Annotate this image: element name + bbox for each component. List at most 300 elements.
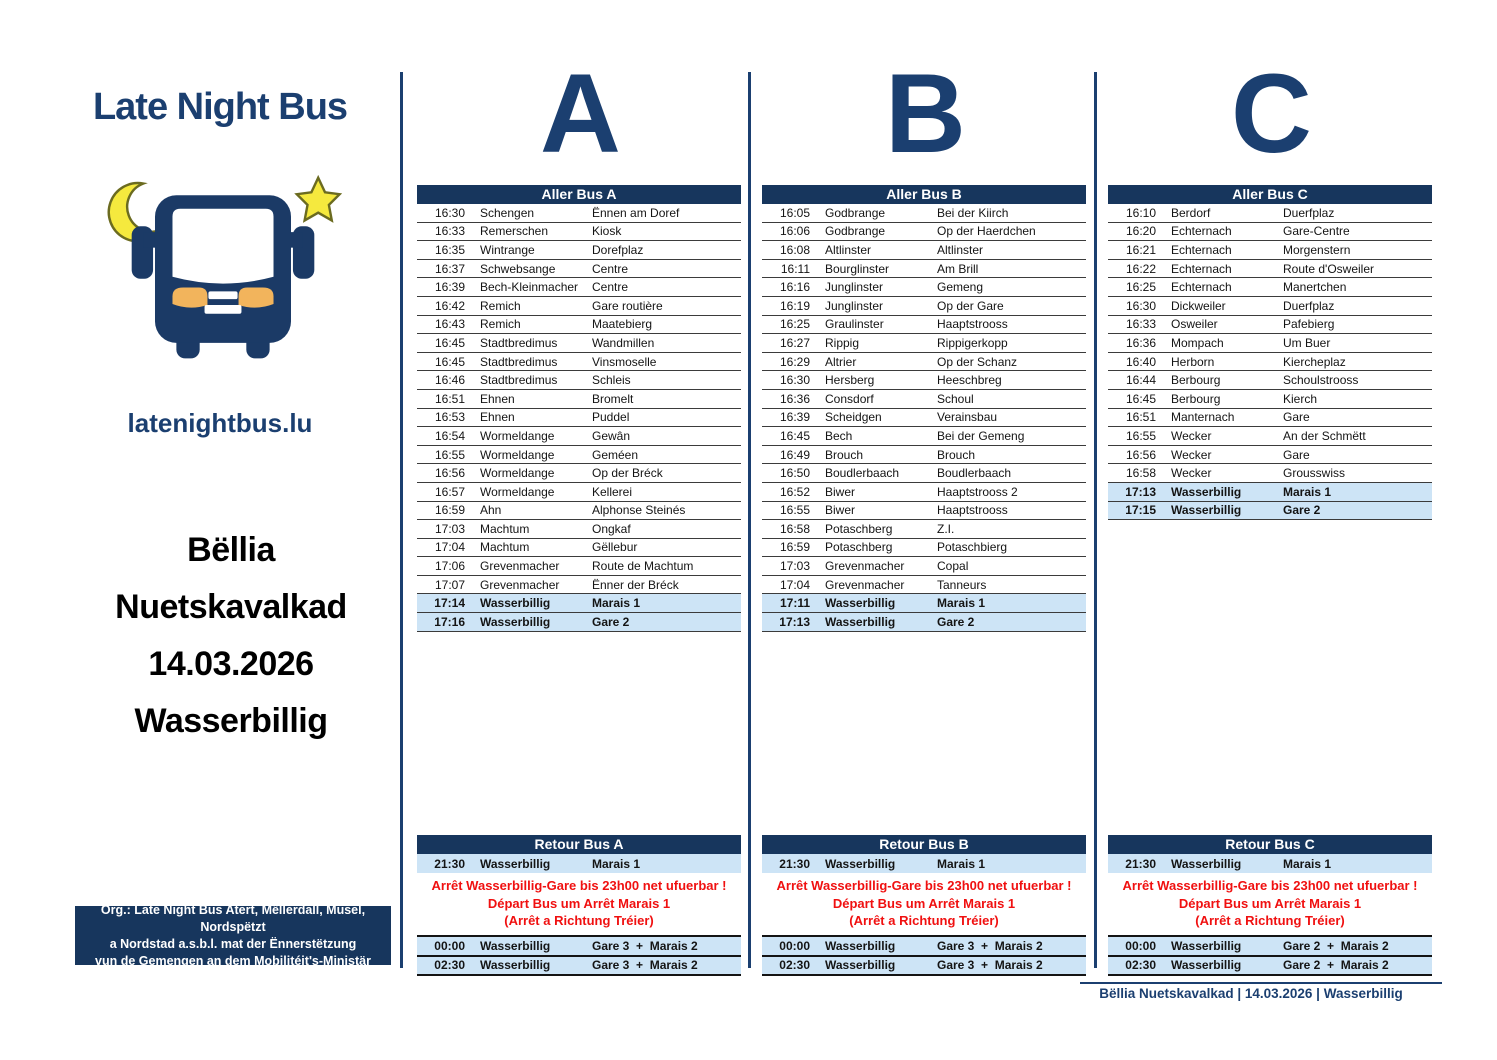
row-place: Rippig xyxy=(825,335,860,350)
row-stop: Op der Schanz xyxy=(937,354,1018,369)
row-stop: Haaptstrooss xyxy=(937,503,1008,518)
timetable-row xyxy=(762,297,1086,316)
row-stop: Gare xyxy=(1283,410,1310,425)
timetable-row xyxy=(417,371,741,390)
timetable-row xyxy=(1108,204,1432,223)
timetable-row xyxy=(762,557,1086,576)
row-time: 16:57 xyxy=(434,484,465,499)
bus-letter: B xyxy=(885,51,963,176)
timetable-row xyxy=(417,427,741,446)
row-stop: Wandmillen xyxy=(592,335,655,350)
row-stop: Marais 1 xyxy=(937,856,986,871)
row-place: Potaschberg xyxy=(825,540,893,555)
row-time: 16:45 xyxy=(434,335,465,350)
row-stop: Gemeng xyxy=(937,280,984,295)
row-place: Manternach xyxy=(1171,410,1235,425)
timetable-row xyxy=(417,613,741,632)
row-time: 00:00 xyxy=(1125,938,1156,953)
row-place: Altlinster xyxy=(825,242,872,257)
row-time: 17:16 xyxy=(434,614,465,629)
timetable-body xyxy=(1108,204,1432,520)
timetable-row xyxy=(1108,297,1432,316)
row-place: Wasserbillig xyxy=(1171,958,1242,973)
row-place: Wecker xyxy=(1171,447,1212,462)
timetable-row xyxy=(417,520,741,539)
row-time: 16:51 xyxy=(1125,410,1156,425)
row-place: Remerschen xyxy=(480,224,549,239)
timetable-row xyxy=(417,464,741,483)
row-stop: Manertchen xyxy=(1283,280,1347,295)
row-stop: Schoulstrooss xyxy=(1283,373,1359,388)
timetable-row xyxy=(762,278,1086,297)
row-place: Stadtbredimus xyxy=(480,373,558,388)
row-place: Osweiler xyxy=(1171,317,1218,332)
row-place: Bourglinster xyxy=(825,261,890,276)
row-time: 16:52 xyxy=(779,484,810,499)
timetable-row xyxy=(1108,955,1432,974)
timetable-row xyxy=(762,464,1086,483)
aller-table xyxy=(762,185,1086,632)
notice-line: Arrêt Wasserbillig-Gare bis 23h00 net ufuerbar ! xyxy=(1122,878,1418,893)
row-time: 16:56 xyxy=(434,466,465,481)
row-place: Wasserbillig xyxy=(480,938,551,953)
row-place: Bech-Kleinmacher xyxy=(480,280,579,295)
notice-line: Arrêt Wasserbillig-Gare bis 23h00 net ufuerbar ! xyxy=(776,878,1072,893)
row-place: Bech xyxy=(825,428,853,443)
row-time: 16:06 xyxy=(779,224,810,239)
row-stop: Rippigerkopp xyxy=(937,335,1008,350)
row-time: 16:33 xyxy=(434,224,465,239)
timetable-row xyxy=(1108,937,1432,956)
row-stop: Kellerei xyxy=(592,484,633,499)
row-stop: Morgenstern xyxy=(1283,242,1351,257)
timetable-row xyxy=(1108,260,1432,279)
row-stop: Geméen xyxy=(592,447,639,462)
row-stop: Z.I. xyxy=(937,521,955,536)
row-time: 16:30 xyxy=(434,205,465,220)
website-link[interactable]: latenightbus.lu xyxy=(127,408,313,438)
organizer-box xyxy=(75,902,391,968)
row-place: Wasserbillig xyxy=(480,614,551,629)
event-line: 14.03.2026 xyxy=(148,645,314,683)
row-stop: Gëllebur xyxy=(592,540,638,555)
row-time: 16:20 xyxy=(1125,224,1156,239)
row-time: 16:43 xyxy=(434,317,465,332)
timetable-row xyxy=(1108,278,1432,297)
column-divider xyxy=(400,72,403,968)
row-place: Machtum xyxy=(480,521,530,536)
row-time: 16:29 xyxy=(779,354,810,369)
row-stop: Brouch xyxy=(937,447,976,462)
timetable-row xyxy=(762,223,1086,242)
bus-icon xyxy=(96,168,350,372)
timetable-row xyxy=(762,427,1086,446)
row-stop: Kiercheplaz xyxy=(1283,354,1346,369)
timetable-row xyxy=(762,353,1086,372)
row-time: 16:36 xyxy=(779,391,810,406)
timetable-row xyxy=(762,260,1086,279)
row-time: 16:30 xyxy=(779,373,810,388)
retour-table xyxy=(417,835,741,976)
row-stop: An der Schmëtt xyxy=(1283,428,1366,443)
column-divider xyxy=(748,72,751,968)
row-stop: Haaptstrooss 2 xyxy=(937,484,1018,499)
row-stop: Gare 3 + Marais 2 xyxy=(937,938,1043,953)
row-time: 16:45 xyxy=(434,354,465,369)
timetable-row xyxy=(417,539,741,558)
event-line: Nuetskavalkad xyxy=(115,588,347,626)
row-place: Wormeldange xyxy=(480,484,555,499)
row-place: Wasserbillig xyxy=(825,596,896,611)
bus-body-icon xyxy=(132,195,315,358)
timetable-body xyxy=(417,204,741,632)
row-time: 16:19 xyxy=(779,298,810,313)
row-time: 16:37 xyxy=(434,261,465,276)
row-stop: Centre xyxy=(592,261,629,276)
row-place: Echternach xyxy=(1171,261,1232,276)
row-time: 17:11 xyxy=(779,596,810,611)
row-stop: Gewân xyxy=(592,428,631,443)
retour-table xyxy=(1108,835,1432,976)
row-place: Potaschberg xyxy=(825,521,893,536)
timetable-row xyxy=(1108,371,1432,390)
row-stop: Gare 2 + Marais 2 xyxy=(1283,958,1389,973)
timetable-row xyxy=(417,390,741,409)
notice-line: Départ Bus um Arrêt Marais 1 xyxy=(832,895,1016,911)
row-stop: Ongkaf xyxy=(592,521,631,536)
row-place: Wasserbillig xyxy=(825,856,896,871)
timetable-row xyxy=(762,613,1086,632)
row-time: 16:39 xyxy=(434,280,465,295)
row-place: Graulinster xyxy=(825,317,884,332)
timetable-row xyxy=(417,854,741,873)
row-time: 17:07 xyxy=(434,577,465,592)
row-stop: Marais 1 xyxy=(1283,856,1332,871)
row-stop: Boudlerbaach xyxy=(937,466,1012,481)
row-place: Berbourg xyxy=(1171,391,1221,406)
timetable-row xyxy=(762,854,1086,873)
row-time: 16:21 xyxy=(1125,242,1156,257)
row-place: Wasserbillig xyxy=(480,596,551,611)
row-stop: Gare 3 + Marais 2 xyxy=(592,958,698,973)
timetable-row xyxy=(762,241,1086,260)
bus-column-b xyxy=(762,0,1086,1000)
row-stop: Dorefplaz xyxy=(592,242,644,257)
timetable-row xyxy=(762,955,1086,974)
row-time: 16:59 xyxy=(434,503,465,518)
timetable-row xyxy=(762,446,1086,465)
notice-line: (Arrêt a Richtung Tréier) xyxy=(504,913,654,928)
row-stop: Tanneurs xyxy=(937,577,987,592)
row-time: 16:35 xyxy=(434,242,465,257)
row-place: Echternach xyxy=(1171,224,1232,239)
timetable-row xyxy=(1108,353,1432,372)
row-stop: Um Buer xyxy=(1283,335,1331,350)
notice-line: Départ Bus um Arrêt Marais 1 xyxy=(487,895,671,911)
timetable-row xyxy=(417,955,741,974)
row-place: Biwer xyxy=(825,484,856,499)
row-place: Wasserbillig xyxy=(825,958,896,973)
timetable-row xyxy=(417,483,741,502)
timetable-row xyxy=(762,576,1086,595)
timetable-row xyxy=(1108,316,1432,335)
row-time: 16:54 xyxy=(434,428,465,443)
bus-column-c xyxy=(1108,0,1432,1000)
timetable-row xyxy=(417,204,741,223)
page-title: Late Night Bus xyxy=(92,86,348,128)
row-place: Stadtbredimus xyxy=(480,354,558,369)
row-stop: Am Brill xyxy=(937,261,979,276)
timetable-row xyxy=(762,520,1086,539)
timetable-row xyxy=(417,557,741,576)
row-stop: Schoul xyxy=(937,391,974,406)
footer-text: Bëllia Nuetskavalkad | 14.03.2026 | Wasserbillig xyxy=(1099,986,1403,1001)
row-place: Wecker xyxy=(1171,428,1212,443)
notice-line: (Arrêt a Richtung Tréier) xyxy=(849,913,999,928)
row-stop: Schleis xyxy=(592,373,631,388)
row-stop: Gare routière xyxy=(592,298,663,313)
row-place: Wasserbillig xyxy=(1171,503,1242,518)
row-place: Echternach xyxy=(1171,280,1232,295)
row-place: Berbourg xyxy=(1171,373,1221,388)
timetable-row xyxy=(1108,241,1432,260)
row-place: Machtum xyxy=(480,540,530,555)
row-time: 21:30 xyxy=(434,856,465,871)
timetable-row xyxy=(762,390,1086,409)
timetable-row xyxy=(417,297,741,316)
organizer-line: a Nordstad a.s.b.l. mat der Ënnerstëtzung xyxy=(109,936,357,951)
timetable-row xyxy=(417,223,741,242)
row-stop: Marais 1 xyxy=(592,856,641,871)
aller-table-header: Aller Bus B xyxy=(762,185,1086,204)
row-place: Wasserbillig xyxy=(825,614,896,629)
row-place: Grevenmacher xyxy=(480,559,560,574)
timetable-row xyxy=(417,576,741,595)
row-time: 17:13 xyxy=(1125,484,1156,499)
timetable-row xyxy=(417,353,741,372)
row-place: Wasserbillig xyxy=(825,938,896,953)
row-stop: Copal xyxy=(937,559,969,574)
row-place: Ahn xyxy=(480,503,502,518)
timetable-row xyxy=(417,316,741,335)
row-place: Wasserbillig xyxy=(1171,938,1242,953)
row-place: Wasserbillig xyxy=(1171,484,1242,499)
row-time: 00:00 xyxy=(434,938,465,953)
row-place: Mompach xyxy=(1171,335,1224,350)
row-place: Wintrange xyxy=(480,242,535,257)
retour-table xyxy=(762,835,1086,976)
timetable-row xyxy=(417,260,741,279)
row-time: 16:46 xyxy=(434,373,465,388)
row-place: Herborn xyxy=(1171,354,1215,369)
row-place: Echternach xyxy=(1171,242,1232,257)
row-stop: Gare-Centre xyxy=(1283,224,1350,239)
row-time: 16:08 xyxy=(779,242,810,257)
row-stop: Pafebierg xyxy=(1283,317,1335,332)
row-stop: Marais 1 xyxy=(592,596,641,611)
organizer-line: Org.: Late Night Bus Atert, Mëllerdall, Musel, Nordspëtzt xyxy=(100,902,366,934)
row-time: 17:14 xyxy=(434,596,465,611)
row-stop: Duerfplaz xyxy=(1283,205,1335,220)
timetable-row xyxy=(762,204,1086,223)
row-stop: Bei der Kiirch xyxy=(937,205,1009,220)
aller-table-header: Aller Bus C xyxy=(1108,185,1432,204)
timetable-row xyxy=(417,502,741,521)
row-time: 16:51 xyxy=(434,391,465,406)
row-time: 16:49 xyxy=(779,447,810,462)
row-stop: Gare 3 + Marais 2 xyxy=(592,938,698,953)
row-time: 17:13 xyxy=(779,614,810,629)
row-stop: Potaschbierg xyxy=(937,540,1008,555)
aller-table xyxy=(1108,185,1432,520)
row-time: 02:30 xyxy=(434,958,465,973)
row-time: 16:58 xyxy=(1125,466,1156,481)
row-place: Stadtbredimus xyxy=(480,335,558,350)
row-place: Wasserbillig xyxy=(1171,856,1242,871)
row-place: Grevenmacher xyxy=(480,577,560,592)
row-place: Wormeldange xyxy=(480,466,555,481)
timetable-row xyxy=(762,334,1086,353)
row-time: 16:59 xyxy=(779,540,810,555)
row-place: Hersberg xyxy=(825,373,875,388)
row-place: Dickweiler xyxy=(1171,298,1226,313)
row-time: 16:36 xyxy=(1125,335,1156,350)
timetable-row xyxy=(762,483,1086,502)
row-time: 21:30 xyxy=(779,856,810,871)
event-details xyxy=(45,522,417,750)
row-stop: Gare 3 + Marais 2 xyxy=(937,958,1043,973)
row-place: Boudlerbaach xyxy=(825,466,900,481)
row-stop: Centre xyxy=(592,280,629,295)
row-place: Wasserbillig xyxy=(480,958,551,973)
row-stop: Bei der Gemeng xyxy=(937,428,1025,443)
row-time: 16:42 xyxy=(434,298,465,313)
row-stop: Route de Machtum xyxy=(592,559,694,574)
timetable-row xyxy=(417,446,741,465)
row-place: Consdorf xyxy=(825,391,874,406)
aller-table xyxy=(417,185,741,632)
timetable-row xyxy=(1108,483,1432,502)
row-place: Wormeldange xyxy=(480,428,555,443)
row-time: 16:30 xyxy=(1125,298,1156,313)
row-place: Godbrange xyxy=(825,224,886,239)
retour-notice xyxy=(762,873,1086,935)
row-stop: Gare 2 xyxy=(1283,503,1321,518)
retour-table-header: Retour Bus A xyxy=(417,835,741,854)
row-time: 16:05 xyxy=(779,205,810,220)
row-time: 16:55 xyxy=(1125,428,1156,443)
timetable-row xyxy=(1108,446,1432,465)
row-time: 17:03 xyxy=(779,559,810,574)
timetable-row xyxy=(1108,223,1432,242)
notice-line: (Arrêt a Richtung Tréier) xyxy=(1195,913,1345,928)
row-place: Godbrange xyxy=(825,205,886,220)
retour-table-header: Retour Bus B xyxy=(762,835,1086,854)
organizer-line: vun de Gemengen an dem Mobilitéit's-Ministär xyxy=(95,953,371,968)
row-time: 17:15 xyxy=(1125,503,1156,518)
timetable-row xyxy=(1108,390,1432,409)
row-stop: Kiosk xyxy=(592,224,622,239)
row-stop: Verainsbau xyxy=(937,410,998,425)
timetable-row xyxy=(1108,334,1432,353)
timetable-row xyxy=(1108,502,1432,521)
retour-late-rows xyxy=(417,935,741,976)
row-time: 16:58 xyxy=(779,521,810,536)
aller-table-header: Aller Bus A xyxy=(417,185,741,204)
row-place: Grevenmacher xyxy=(825,559,905,574)
timetable-row xyxy=(762,594,1086,613)
row-time: 16:22 xyxy=(1125,261,1156,276)
row-stop: Maatebierg xyxy=(592,317,653,332)
timetable-row xyxy=(762,409,1086,428)
row-stop: Alphonse Steinés xyxy=(592,503,686,518)
row-place: Wecker xyxy=(1171,466,1212,481)
timetable-row xyxy=(417,278,741,297)
footer-rule xyxy=(1080,982,1442,984)
row-time: 16:45 xyxy=(779,428,810,443)
row-time: 16:53 xyxy=(434,410,465,425)
row-time: 16:55 xyxy=(779,503,810,518)
timetable-row xyxy=(1108,854,1432,873)
row-stop: Gare xyxy=(1283,447,1310,462)
row-time: 16:11 xyxy=(780,261,810,276)
event-line: Bëllia xyxy=(187,531,275,569)
timetable-row xyxy=(1108,427,1432,446)
retour-notice xyxy=(1108,873,1432,935)
retour-first-row xyxy=(1108,854,1432,873)
retour-late-rows xyxy=(762,935,1086,976)
row-stop: Haaptstrooss xyxy=(937,317,1008,332)
row-time: 21:30 xyxy=(1125,856,1156,871)
row-place: Berdorf xyxy=(1171,205,1211,220)
row-time: 16:10 xyxy=(1125,205,1156,220)
timetable-row xyxy=(1108,464,1432,483)
row-place: Junglinster xyxy=(825,280,884,295)
row-stop: Puddel xyxy=(592,410,630,425)
row-place: Scheidgen xyxy=(825,410,882,425)
row-place: Ehnen xyxy=(480,391,515,406)
retour-table-header: Retour Bus C xyxy=(1108,835,1432,854)
row-place: Remich xyxy=(480,317,521,332)
row-time: 16:50 xyxy=(779,466,810,481)
row-time: 02:30 xyxy=(779,958,810,973)
row-stop: Op der Gare xyxy=(937,298,1004,313)
timetable-row xyxy=(417,334,741,353)
row-time: 16:40 xyxy=(1125,354,1156,369)
timetable-row xyxy=(762,539,1086,558)
bus-letter: C xyxy=(1231,51,1309,176)
row-stop: Marais 1 xyxy=(1283,484,1332,499)
row-place: Schwebsange xyxy=(480,261,556,276)
timetable-row xyxy=(762,502,1086,521)
bus-letter: A xyxy=(540,51,618,176)
retour-first-row xyxy=(417,854,741,873)
timetable-row xyxy=(762,316,1086,335)
row-time: 17:06 xyxy=(434,559,465,574)
timetable-row xyxy=(417,241,741,260)
row-place: Schengen xyxy=(480,205,535,220)
row-place: Altrier xyxy=(825,354,857,369)
row-place: Brouch xyxy=(825,447,864,462)
bus-logo xyxy=(96,168,350,372)
row-stop: Altlinster xyxy=(937,242,984,257)
row-stop: Ënnen am Doref xyxy=(592,205,680,220)
row-stop: Kierch xyxy=(1283,391,1318,406)
row-stop: Route d'Osweiler xyxy=(1283,261,1374,276)
row-time: 16:25 xyxy=(779,317,810,332)
row-time: 17:04 xyxy=(779,577,810,592)
row-place: Remich xyxy=(480,298,521,313)
